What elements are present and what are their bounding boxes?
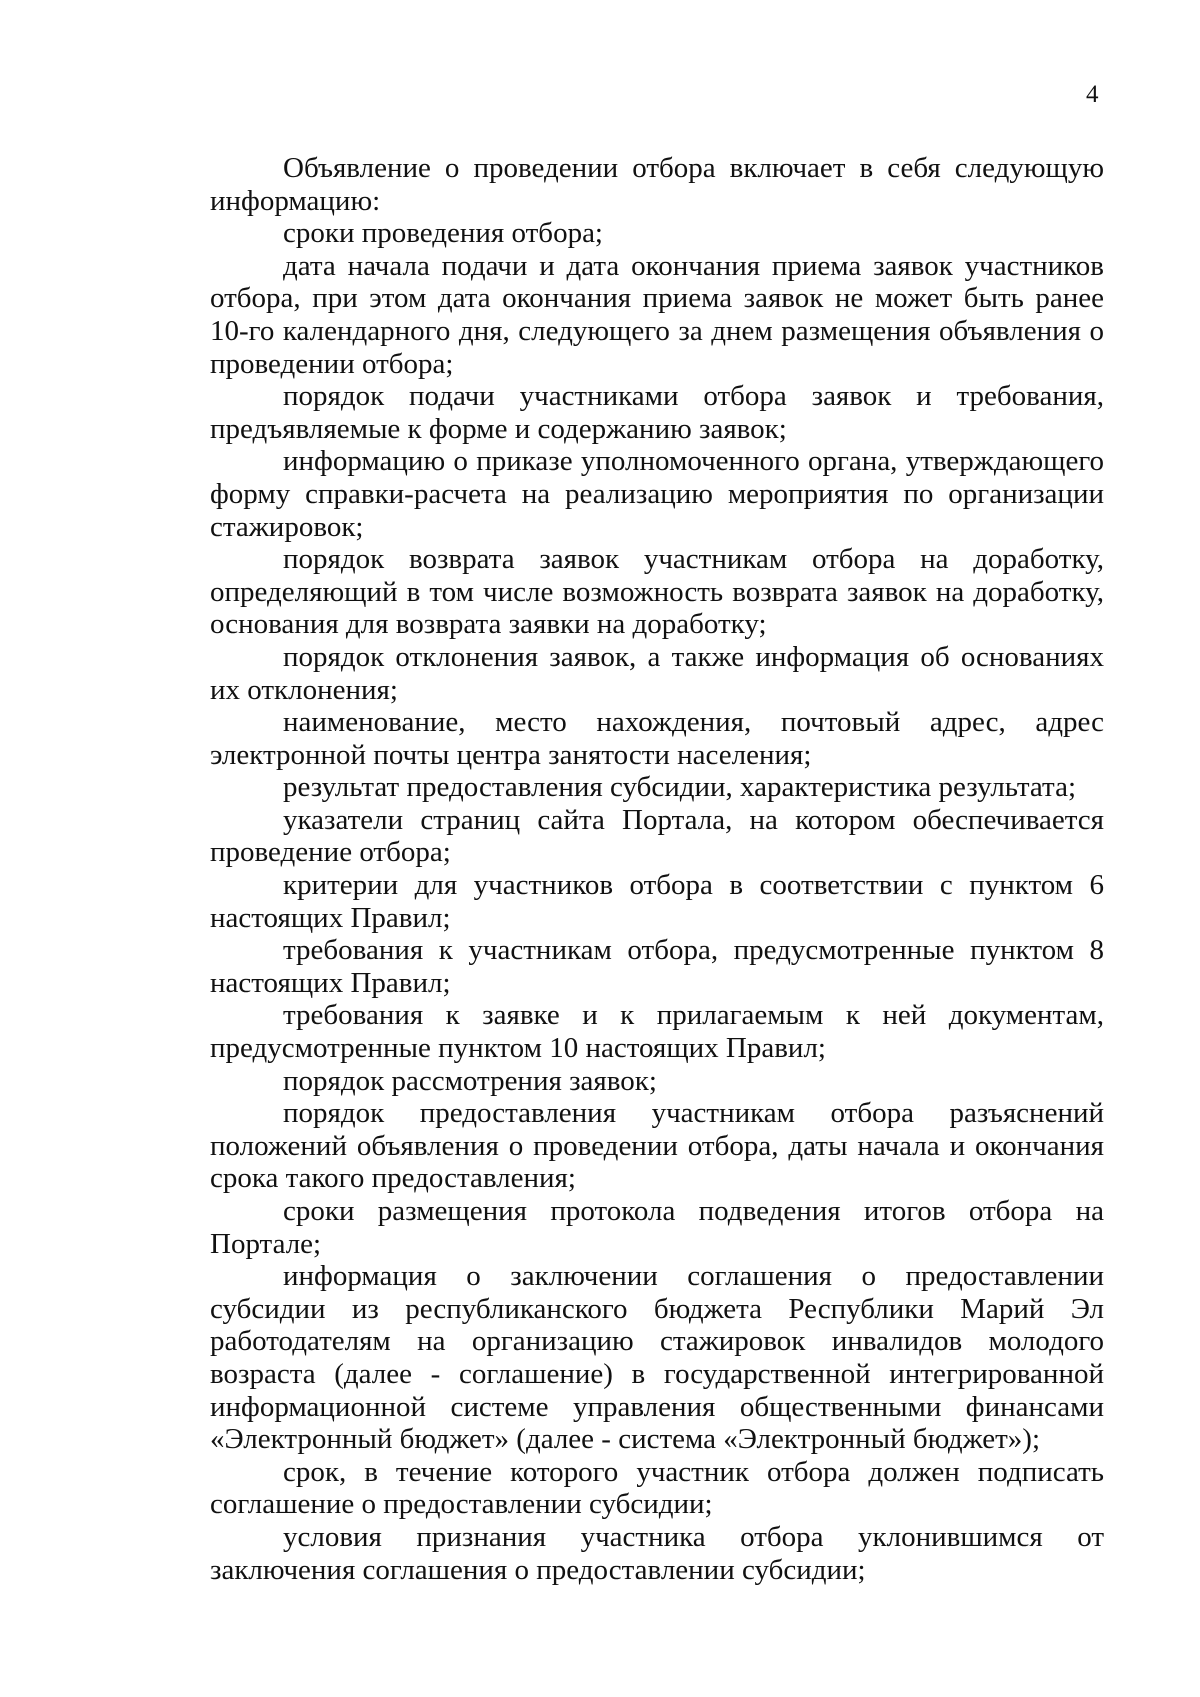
- list-item: информацию о приказе уполномоченного органа, утверждающего форму справки-расчета на реализацию мероприятия по организации стажировок;: [210, 445, 1104, 543]
- paragraph-intro: Объявление о проведении отбора включает в себя следующую информацию:: [210, 152, 1104, 217]
- list-item: условия признания участника отбора уклонившимся от заключения соглашения о предоставлении субсидии;: [210, 1520, 1104, 1586]
- list-item: порядок отклонения заявок, а также информация об основаниях их отклонения;: [210, 640, 1104, 706]
- list-item: срок, в течение которого участник отбора должен подписать соглашение о предоставлении субсидии;: [210, 1455, 1104, 1521]
- document-body: [210, 152, 1104, 1586]
- list-item: дата начала подачи и дата окончания приема заявок участников отбора, при этом дата окончания приема заявок не может быть ранее 10-го календарного дня, следующего за днем размещения объявления о проведении отбора;: [210, 249, 1104, 380]
- list-item: порядок подачи участниками отбора заявок и требования, предъявляемые к форме и содержанию заявок;: [210, 380, 1104, 445]
- list-item: критерии для участников отбора в соответствии с пунктом 6 настоящих Правил;: [210, 869, 1104, 934]
- list-item: требования к участникам отбора, предусмотренные пунктом 8 настоящих Правил;: [210, 934, 1104, 999]
- list-item: наименование, место нахождения, почтовый адрес, адрес электронной почты центра занятости населения;: [210, 706, 1104, 771]
- list-item: требования к заявке и к прилагаемым к ней документам, предусмотренные пунктом 10 настоящих Правил;: [210, 999, 1104, 1065]
- list-item: указатели страниц сайта Портала, на котором обеспечивается проведение отбора;: [210, 803, 1104, 869]
- list-item: порядок рассмотрения заявок;: [283, 1064, 657, 1097]
- list-item: порядок предоставления участникам отбора разъяснений положений объявления о проведении отбора, даты начала и окончания срока такого предоставления;: [210, 1097, 1104, 1195]
- list-item: сроки проведения отбора;: [283, 217, 603, 250]
- list-item: сроки размещения протокола подведения итогов отбора на Портале;: [210, 1195, 1104, 1260]
- page-number: 4: [1086, 81, 1099, 108]
- list-item: результат предоставления субсидии, характеристика результата;: [283, 771, 1077, 804]
- list-item: порядок возврата заявок участникам отбора на доработку, определяющий в том числе возможность возврата заявок на доработку, основания для возврата заявки на доработку;: [210, 543, 1104, 641]
- list-item: информация о заключении соглашения о предоставлении субсидии из республиканского бюджета Республики Марий Эл работодателям на организацию стажировок инвалидов молодого возраста (далее - соглашение) в государственной интегрированной информационной системе управления общественными финансами «Электронный бюджет» (далее - система «Электронный бюджет»);: [210, 1260, 1104, 1456]
